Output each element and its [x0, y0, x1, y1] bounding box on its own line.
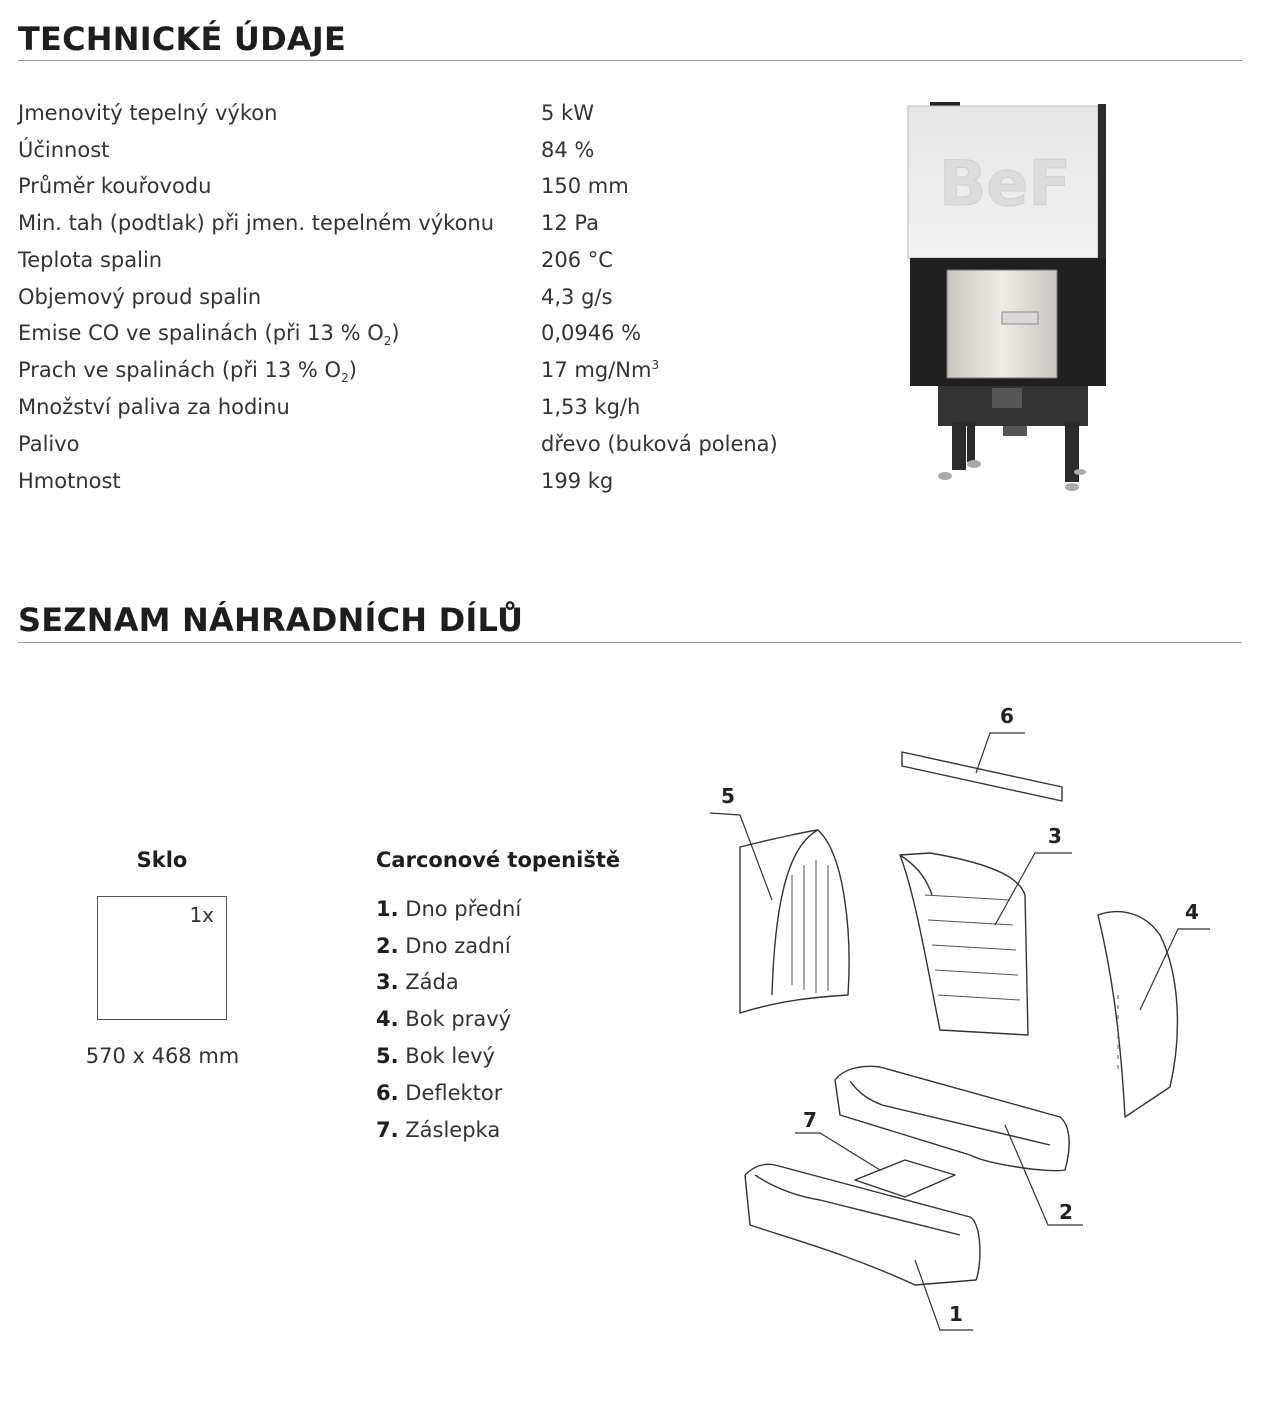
- leg-left: [952, 422, 966, 470]
- leader-line-7: [795, 1133, 880, 1170]
- spec-row-co-emissions: [18, 321, 838, 357]
- spec-label-suffix: ): [348, 358, 357, 382]
- part-item-rear-bottom: [376, 934, 511, 958]
- spec-value: 5 kW: [541, 101, 594, 125]
- spec-row-min-draught: [18, 211, 838, 247]
- spec-row-fuel-consumption: [18, 395, 838, 431]
- spec-value: dřevo (buková polena): [541, 432, 778, 456]
- leg-middle: [967, 422, 975, 462]
- spec-value: 1,53 kg/h: [541, 395, 641, 419]
- spec-label: Účinnost: [18, 138, 110, 162]
- part-item-front-bottom: [376, 897, 521, 921]
- spec-label-suffix: ): [391, 321, 400, 345]
- spec-value: 199 kg: [541, 469, 614, 493]
- spec-label: Jmenovitý tepelný výkon: [18, 101, 278, 125]
- part-number: 5.: [376, 1044, 399, 1068]
- part-back: [900, 853, 1028, 1035]
- foot: [967, 460, 981, 468]
- part-item-back: [376, 970, 459, 994]
- part-rear-bottom: [835, 1066, 1069, 1170]
- part-number: 3.: [376, 970, 399, 994]
- spec-label: Množství paliva za hodinu: [18, 395, 290, 419]
- part-label: Deflektor: [405, 1081, 503, 1105]
- glass-count: 1x: [189, 903, 214, 927]
- spec-label: Teplota spalin: [18, 248, 163, 272]
- spec-label: [18, 358, 357, 385]
- part-item-left-side: [376, 1044, 495, 1068]
- spec-label: Průměr kouřovodu: [18, 174, 212, 198]
- foot: [1065, 483, 1079, 491]
- spec-value-text: 17 mg/Nm: [541, 358, 652, 382]
- part-label: Záslepka: [405, 1118, 501, 1142]
- part-label: Dno zadní: [405, 934, 511, 958]
- spec-label-text: Prach ve spalinách (při 13 % O: [18, 358, 342, 382]
- spec-label: [18, 321, 400, 348]
- spec-label-text: Emise CO ve spalinách (při 13 % O: [18, 321, 384, 345]
- spec-label: Objemový proud spalin: [18, 285, 262, 309]
- parts-list-title: Carconové topeniště: [376, 848, 621, 872]
- spec-value: [541, 358, 659, 382]
- foot: [1074, 469, 1086, 475]
- part-right-side: [1098, 912, 1177, 1117]
- subscript: 2: [383, 334, 392, 349]
- spec-value: 4,3 g/s: [541, 285, 613, 309]
- spec-value: 84 %: [541, 138, 595, 162]
- spec-value: 0,0946 %: [541, 321, 642, 345]
- spec-row-fuel: [18, 432, 838, 468]
- parts-section-title: SEZNAM NÁHRADNÍCH DÍLŮ: [18, 601, 524, 639]
- spec-row-nominal-output: [18, 101, 838, 137]
- spec-label: Min. tah (podtlak) při jmen. tepelném výkonu: [18, 211, 495, 235]
- spec-row-efficiency: [18, 138, 838, 174]
- spec-value: 206 °C: [541, 248, 613, 272]
- glass-size: 570 x 468 mm: [85, 1044, 240, 1068]
- callout-3: 3: [1048, 824, 1062, 848]
- part-number: 1.: [376, 897, 399, 921]
- air-control: [992, 388, 1022, 408]
- spec-row-weight: [18, 469, 838, 505]
- logo-emboss: BeF: [939, 147, 1071, 220]
- spec-value: 12 Pa: [541, 211, 599, 235]
- superscript: 3: [651, 358, 660, 372]
- exploded-parts-diagram: [700, 695, 1240, 1345]
- part-label: Bok pravý: [405, 1007, 512, 1031]
- part-label: Bok levý: [405, 1044, 495, 1068]
- callout-7: 7: [803, 1108, 817, 1132]
- callout-4: 4: [1185, 900, 1199, 924]
- glass-pane-diagram: [97, 896, 227, 1020]
- glass-title: Sklo: [136, 848, 188, 872]
- part-number: 7.: [376, 1118, 399, 1142]
- tech-section-title: TECHNICKÉ ÚDAJE: [18, 20, 346, 58]
- tech-title-divider: [18, 60, 1242, 61]
- spec-row-flue-gas-flow: [18, 285, 838, 321]
- callout-5: 5: [721, 784, 735, 808]
- callout-6: 6: [1000, 704, 1014, 728]
- firebox-label: [1002, 312, 1038, 324]
- fireplace-insert-image: [900, 100, 1130, 495]
- spec-row-dust-emissions: [18, 358, 838, 394]
- part-number: 2.: [376, 934, 399, 958]
- leader-line-6: [976, 733, 1025, 773]
- flue-stub: [1003, 426, 1027, 436]
- part-item-cover-plug: [376, 1118, 500, 1142]
- callout-1: 1: [949, 1302, 963, 1326]
- part-label: Záda: [405, 970, 459, 994]
- part-number: 6.: [376, 1081, 399, 1105]
- spec-label: Palivo: [18, 432, 80, 456]
- part-label: Dno přední: [405, 897, 522, 921]
- part-item-right-side: [376, 1007, 511, 1031]
- part-deflector: [902, 752, 1062, 801]
- parts-title-divider: [18, 642, 1242, 643]
- part-number: 4.: [376, 1007, 399, 1031]
- callout-2: 2: [1059, 1200, 1073, 1224]
- subscript: 2: [341, 371, 349, 386]
- foot: [938, 472, 952, 480]
- spec-row-flue-gas-temperature: [18, 248, 838, 284]
- spec-label: Hmotnost: [18, 469, 121, 493]
- part-item-deflector: [376, 1081, 502, 1105]
- spec-value: 150 mm: [541, 174, 629, 198]
- spec-row-flue-diameter: [18, 174, 838, 210]
